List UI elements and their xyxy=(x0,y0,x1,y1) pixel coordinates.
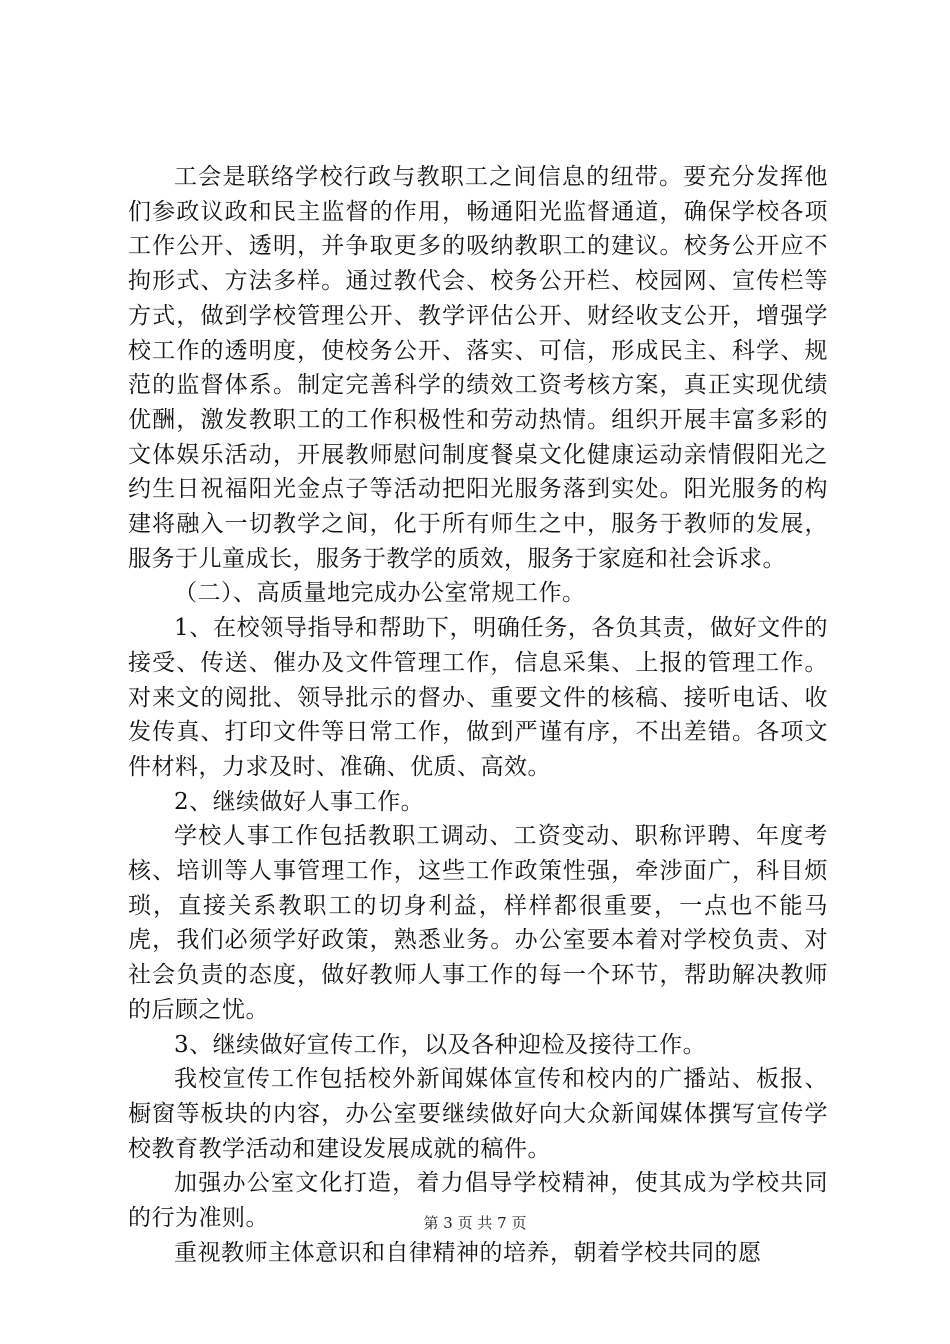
paragraph-office-culture: 加强办公室文化打造，着力倡导学校精神，使其成为学校共同的行为准则。 xyxy=(128,1170,828,1232)
page-number-footer: 第 3 页 共 7 页 xyxy=(423,1214,527,1232)
paragraph-teacher-awareness: 重视教师主体意识和自律精神的培养，朝着学校共同的愿 xyxy=(174,1239,762,1266)
document-body xyxy=(128,160,828,1271)
paragraph-publicity-details: 我校宣传工作包括校外新闻媒体宣传和校内的广播站、板报、橱窗等板块的内容，办公室要继续做好向大众新闻媒体撰写宣传学校教育教学活动和建设发展成就的稿件。 xyxy=(128,1066,828,1162)
paragraph-union-role: 工会是联络学校行政与教职工之间信息的纽带。要充分发挥他们参政议政和民主监督的作用，畅通阳光监督通道，确保学校各项工作公开、透明，并争取更多的吸纳教职工的建议。校务公开应不拘形式、方法多样。通过教代会、校务公开栏、校园网、宣传栏等方式，做到学校管理公开、教学评估公开、财经收支公开，增强学校工作的透明度，使校务公开、落实、可信，形成民主、科学、规范的监督体系。制定完善科学的绩效工资考核方案，真正实现优绩优酬，激发教职工的工作积极性和劳动热情。组织开展丰富多彩的文体娱乐活动，开展教师慰问制度餐桌文化健康运动亲情假阳光之约生日祝福阳光金点子等活动把阳光服务落到实处。阳光服务的构建将融入一切教学之间，化于所有师生之中，服务于教师的发展，服务于儿童成长，服务于教学的质效，服务于家庭和社会诉求。 xyxy=(128,164,828,572)
paragraph-item-3-publicity: 3、继续做好宣传工作，以及各种迎检及接待工作。 xyxy=(174,1031,707,1058)
section-heading-office-work: （二）、高质量地完成办公室常规工作。 xyxy=(174,580,586,607)
paragraph-item-2-personnel: 2、继续做好人事工作。 xyxy=(174,788,425,815)
paragraph-item-1-documents: 1、在校领导指导和帮助下，明确任务，各负其责，做好文件的接受、传送、催办及文件管理工作，信息采集、上报的管理工作。对来文的阅批、领导批示的督办、重要文件的核稿、接听电话、收发传真、打印文件等日常工作，做到严谨有序，不出差错。各项文件材料，力求及时、准确、优质、高效。 xyxy=(128,615,828,780)
paragraph-personnel-details: 学校人事工作包括教职工调动、工资变动、职称评聘、年度考核、培训等人事管理工作，这些工作政策性强，牵涉面广，科目烦琐，直接关系教职工的切身利益，样样都很重要，一点也不能马虎，我们必须学好政策，熟悉业务。办公室要本着对学校负责、对社会负责的态度，做好教师人事工作的每一个环节，帮助解决教师的后顾之忧。 xyxy=(128,823,828,1023)
